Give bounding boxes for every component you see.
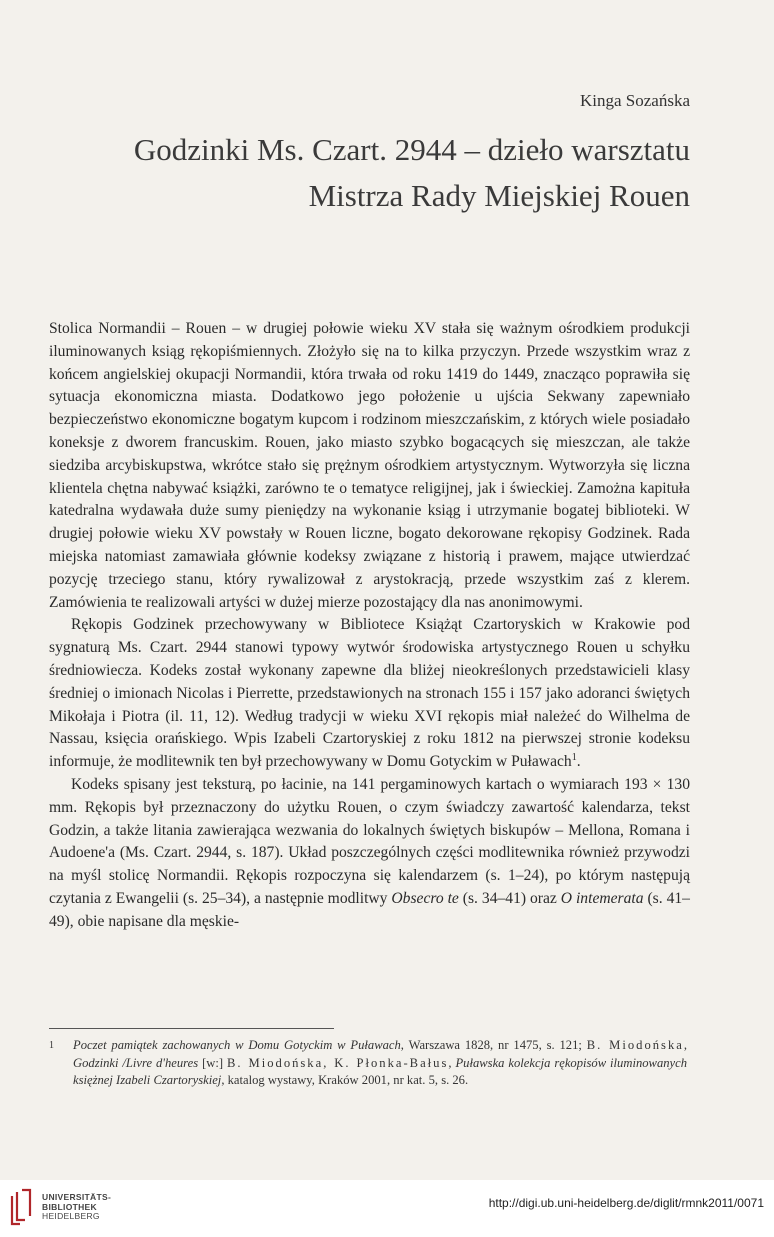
- page-url-link[interactable]: http://digi.ub.uni-heidelberg.de/diglit/rmnk2011/0071: [488, 1196, 764, 1210]
- footnote-1: [49, 1037, 690, 1090]
- footnote-text-2: ,: [683, 1038, 687, 1052]
- footnote-divider: [49, 1028, 334, 1029]
- library-logo-text[interactable]: [42, 1193, 111, 1222]
- paragraph-3-text-a: Kodeks spisany jest teksturą, po łacinie, na 141 pergaminowych kartach o wymiarach 193 × 130 mm. Rękopis był przeznaczony do użytku Rouen, o czym świadczy zawartość kalendarza, tekst Godzin, a także litania zawierająca wezwania do lokalnych świętych biskupów – Mellona, Romana i Audoene'a (Ms. Czart. 2944, s. 187). Układ poszczególnych części modlitewnika również przywodzi na myśl stolicę Normandii. Rękopis rozpoczyna się kalendarzem (s. 1–24), po którym następują czytania z Ewangelii (s. 25–34), a następnie modlitwy: [49, 775, 690, 907]
- logo-line-2: BIBLIOTHEK: [42, 1201, 97, 1212]
- obsecro-te-title: Obsecro te: [391, 889, 459, 907]
- paragraph-1: Stolica Normandii – Rouen – w drugiej połowie wieku XV stała się ważnym ośrodkiem produkcji iluminowanych ksiąg rękopiśmiennych. Złożyło się na to kilka przyczyn. Przede wszystkim wraz z końcem angielskiej okupacji Normandii, która trwała od roku 1419 do 1449, znacząco poprawiła się sytuacja ekonomiczna miasta. Dodatkowo jego położenie u ujścia Sekwany zapewniało bezpieczeństwo ekonomiczne bogatym kupcom i rodzinom mieszczańskim, z których wiele posiadało koneksje z dworem francuskim. Rouen, jako miasto szybko bogacących się mieszczan, ale także siedziba arcybiskupstwa, wkrótce stało się prężnym ośrodkiem artystycznym. Wytworzyła się liczna klientela chętna nabywać książki, zarówno te o tematyce religijnej, jak i świeckiej. Zamożna kapituła katedralna wydawała duże sumy pieniędzy na wykonanie ksiąg i utrzymanie bogatej biblioteki. W drugiej połowie wieku XV powstały w Rouen liczne, bogato dekorowane rękopisy Godzinek. Rada miejska natomiast zamawiała głównie kodeksy związane z historią i prawem, mające utwierdzać pozycję trzeciego stanu, który rywalizował z arystokracją, przede wszystkim zaś z klerem. Zamówienia te realizowali artyści w dużej mierze pozostający dla nas anonimowymi.: [49, 320, 690, 611]
- footnote-author-1: B. Miodońska: [586, 1038, 684, 1052]
- paragraph-2-text: Rękopis Godzinek przechowywany w Bibliotece Książąt Czartoryskich w Krakowie pod sygnaturą Ms. Czart. 2944 stanowi typowy wytwór środowiska artystycznego Rouen u schyłku średniowiecza. Kodeks został wykonany zapewne dla bliżej nieokreślonych przedstawicieli klasy średniej o imionach Nicolas i Pierrette, przedstawionych na stronach 155 i 157 jako adoranci świętych Mikołaja i Piotra (il. 11, 12). Według tradycji w wieku XVI rękopis miał należeć do Wilhelma de Nassau, księcia orańskiego. Wpis Izabeli Czartoryskiej z roku 1812 na pierwszej stronie kodeksu informuje, że modlitewnik ten był przechowywany w Domu Gotyckim w Puławach: [49, 616, 690, 771]
- footnote-text-1: , Warszawa 1828, nr 1475, s. 121;: [400, 1038, 587, 1052]
- library-logo-icon[interactable]: [8, 1188, 36, 1228]
- paragraph-2-end: .: [576, 753, 581, 771]
- footnote-number: 1: [49, 1040, 54, 1051]
- title-line-2: Mistrza Rady Miejskiej Rouen: [308, 178, 690, 213]
- footnote-italic-3: Puławska kolekcja rękopisów iluminowanych księżnej Izabeli Czartoryskiej: [73, 1055, 688, 1087]
- footnote-text: [73, 1037, 687, 1090]
- footnote-author-2: B. Miodońska, K. Płonka-Bałus: [227, 1055, 449, 1070]
- paragraph-3: [49, 774, 690, 934]
- paragraph-3-text-c: (s. 41–49), obie napisane dla męskie-: [49, 889, 690, 930]
- logo-line-3: HEIDELBERG: [42, 1211, 100, 1221]
- footnote-ref[interactable]: 1: [571, 751, 577, 763]
- author-name: Kinga Sozańska: [579, 91, 690, 110]
- footnote-text-3: [w:]: [198, 1055, 228, 1070]
- article-title: [50, 127, 690, 219]
- article-body: [49, 318, 690, 934]
- footnote-text-5: , katalog wystawy, Kraków 2001, nr kat. 5, s. 26.: [221, 1073, 469, 1087]
- o-intemerata-title: O intemerata: [560, 889, 644, 907]
- footnote-text-4: ,: [448, 1055, 456, 1070]
- footnote-italic-1: Poczet pamiątek zachowanych w Domu Gotyckim w Puławach: [73, 1038, 401, 1052]
- title-line-1: Godzinki Ms. Czart. 2944 – dzieło warsztatu: [133, 132, 690, 167]
- logo-line-1: UNIVERSITÄTS-: [42, 1192, 112, 1202]
- paragraph-2: [49, 614, 690, 774]
- footnote-italic-2: Godzinki /Livre d'heures: [73, 1055, 199, 1070]
- paragraph-3-text-b: (s. 34–41) oraz: [458, 889, 561, 907]
